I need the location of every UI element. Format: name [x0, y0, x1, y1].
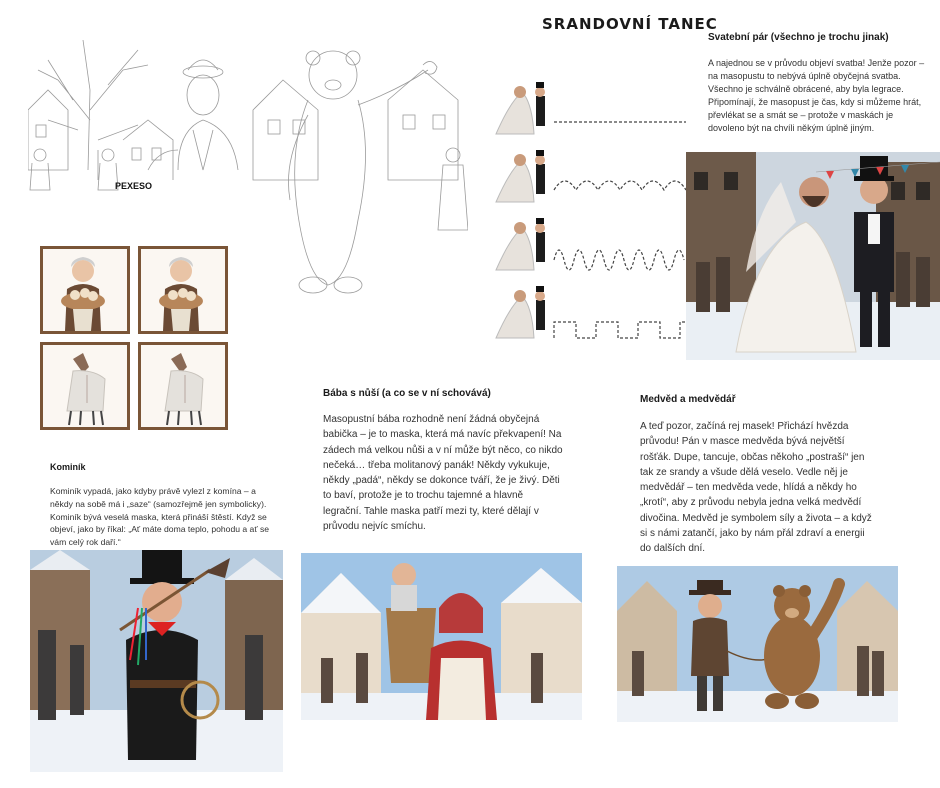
wedding-title: Svatební pár (všechno je trochu jinak) — [708, 32, 889, 43]
trace-line-arcs[interactable] — [554, 181, 686, 190]
bear-title: Medvěd a medvědář — [640, 394, 736, 405]
pexeso-card-grandma-1[interactable] — [40, 246, 130, 334]
wedding-couple-illustration — [686, 152, 940, 360]
bear-tamer-illustration — [617, 566, 898, 722]
trace-line-wave[interactable] — [554, 250, 684, 270]
grandma-basket-icon — [141, 249, 225, 331]
wedding-couple-icon — [496, 286, 545, 338]
chimney-title: Kominík — [50, 462, 86, 472]
wedding-couple-icon — [496, 82, 545, 134]
trace-line-square-wave[interactable] — [554, 322, 686, 338]
pexeso-card-grandma-2[interactable] — [138, 246, 228, 334]
grandma-basket-icon — [43, 249, 127, 331]
pexeso-label: PEXESO — [115, 181, 153, 191]
dance-trace-worksheet — [492, 82, 688, 352]
chimney-sweep-illustration — [30, 550, 283, 772]
wedding-text: A najednou se v průvodu objeví svatba! Jenže pozor – na masopustu to nebývá úplně obyčejná svatba. Všechno je schválně obrácené, aby byla legrace. Připomínají, že masopust je čas, kdy si můžeme hrát, převlékat se a smát se – protože v maskách je dovoleno být na chvíli někým úplně jiným. — [708, 58, 925, 133]
wedding-couple-icon — [496, 218, 545, 270]
baba-basket-illustration — [301, 553, 582, 720]
horse-mask-icon — [141, 345, 225, 427]
wedding-couple-icon — [496, 150, 545, 202]
baba-text: Masopustní bába rozhodně není žádná obyčejná babička – je to maska, která má navíc překvapení! Na zádech má velkou nůši a v ní může být něco, co nikdo nečeká… třeba molitanový panák! Někdy vykukuje, někdy „padá“, někdy se dokonce tváří, že je živý. Děti to baví, protože je to trochu tajemné a hlavně legrační. Tahle maska patří mezi ty, které dělají v průvodu nejvíc smíchu. — [323, 414, 563, 533]
pexeso-card-horse-1[interactable] — [40, 342, 130, 430]
horse-mask-icon — [43, 345, 127, 427]
baba-title: Bába s nůší (a co se v ní schovává) — [323, 388, 491, 399]
pexeso-card-horse-2[interactable] — [138, 342, 228, 430]
chimney-text: Kominík vypadá, jako kdyby právě vylezl z komína – a někdy na sobě má i „saze“ (samozřejmě jen symbolicky). Kominík bývá veselá maska, která přináší štěstí. Když se objeví, jako by říkal: „Ať máte doma teplo, pohodu a ať se vám celý rok daří.“ — [50, 486, 270, 548]
page-title: SRANDOVNÍ TANEC — [542, 15, 718, 33]
bear-text: A teď pozor, začíná rej masek! Přichází hvězda průvodu! Pán v masce medvěda bývá největší rošťák. Dupe, tancuje, občas někoho „postraší“ jen tak ze srandy a všude dělá veselo. Vedle něj je medvědář – ten medvěda vede, hlídá a někdy ho „krotí“, aby z průvodu nebyla jedna velká medvědí divočina. Medvěd je symbolem síly a života – a když si s námi zatančí, jako by nám přál zdraví a energii do dalších dní. — [640, 421, 872, 555]
